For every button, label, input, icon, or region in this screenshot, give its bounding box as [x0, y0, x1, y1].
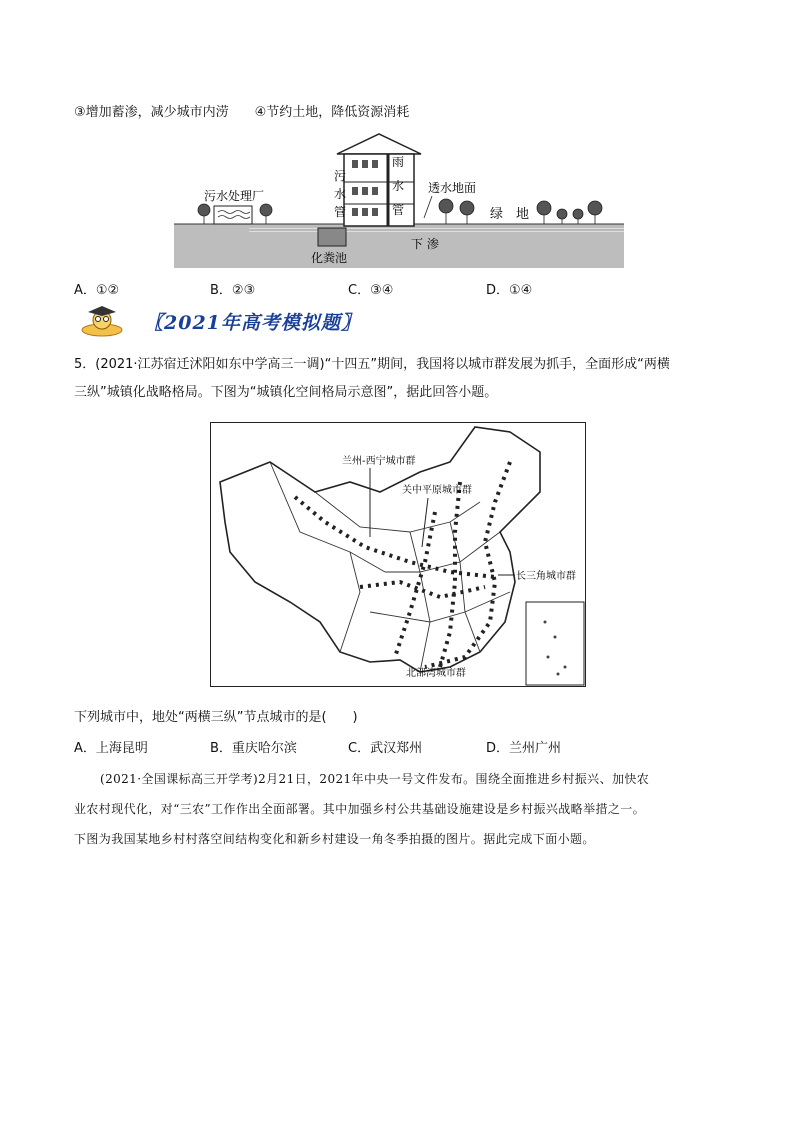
- building: [337, 134, 421, 226]
- q5-option-c: C．武汉郑州: [348, 741, 423, 756]
- q5-options: [74, 737, 674, 755]
- label-yangtze: 长三角城市群: [516, 571, 576, 582]
- label-sewage-plant: 污水处理厂: [204, 189, 265, 203]
- label-beibu: 北部湾城市群: [406, 668, 466, 679]
- q5-question: 下列城市中，地处“两横三纵”节点城市的是( ): [74, 710, 358, 725]
- q5-stem-line1: 5．(2021·江苏宿迁沭阳如东中学高三一调)“十四五”期间，我国将以城市群发展为抓手，全面形成“两横: [74, 357, 670, 372]
- label-septic: 化粪池: [311, 251, 348, 265]
- q4-items-line: ③增加蓄渗，减少城市内涝 ④节约土地，降低资源消耗: [74, 105, 410, 120]
- q6-line1: (2021·全国课标高三开学考)2月21日，2021年中央一号文件发布。围绕全面推进乡村振兴、加快农: [100, 772, 650, 786]
- label-green: 绿 地: [490, 207, 530, 222]
- q4-option-c: C．③④: [348, 283, 394, 298]
- q6-line2: 业农村现代化，对“三农”工作作出全面部署。其中加强乡村公共基础设施建设是乡村振兴战略举措之一。: [74, 802, 646, 816]
- q5-option-a: A．上海昆明: [74, 741, 148, 756]
- sewage-plant: [214, 206, 252, 224]
- q4-option-a: A．①②: [74, 283, 120, 298]
- septic-tank: [318, 228, 346, 246]
- q6-line3: 下图为我国某地乡村村落空间结构变化和新乡村建设一角冬季拍摄的图片。据此完成下面小题。: [74, 832, 595, 846]
- label-permeable: 透水地面: [428, 181, 477, 195]
- label-lanzhou: 兰州-西宁城市群: [342, 456, 416, 467]
- banner-title: 〖2021年高考模拟题〗: [144, 312, 361, 334]
- label-rain-pipe: 雨水管: [392, 155, 405, 217]
- q4-option-b: B．②③: [210, 283, 256, 298]
- q5-option-d: D．兰州广州: [486, 741, 562, 756]
- q5-option-b: B．重庆哈尔滨: [210, 741, 297, 756]
- china-urbanization-map: [210, 422, 586, 687]
- q4-option-d: D．①④: [486, 283, 533, 298]
- label-sewer-pipe: 污水管: [334, 169, 347, 219]
- section-banner: [74, 306, 394, 340]
- label-guanzhong: 关中平原城市群: [402, 485, 472, 496]
- q4-options: [74, 279, 674, 297]
- label-seepage: 下 渗: [411, 237, 439, 251]
- mascot-icon: [74, 306, 132, 340]
- south-sea-inset: [526, 602, 584, 685]
- drainage-diagram: [174, 132, 624, 268]
- q5-stem-line2: 三纵”城镇化战略格局。下图为“城镇化空间格局示意图”，据此回答小题。: [74, 385, 498, 400]
